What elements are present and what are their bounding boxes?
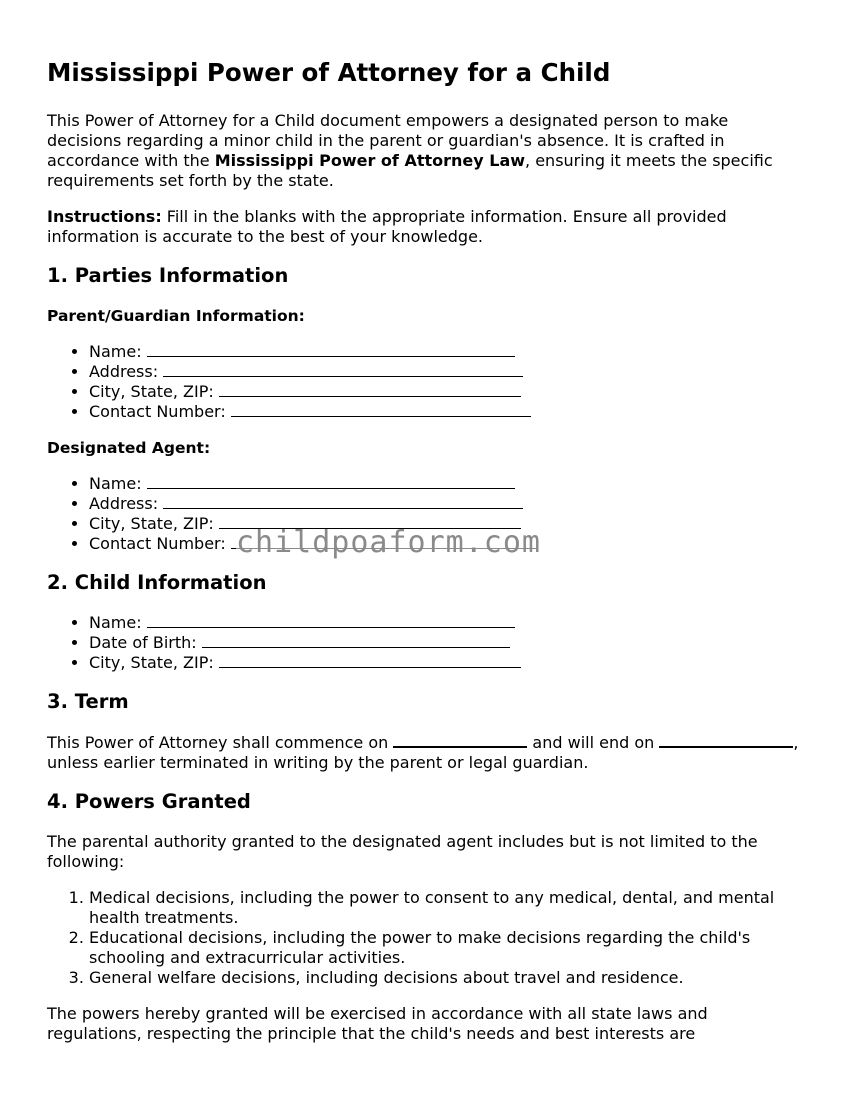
agent-name-blank[interactable] (147, 474, 515, 489)
term-text-middle: and will end on (527, 733, 660, 752)
term-text-end: , unless earlier terminated in writing by the parent or legal guardian. (47, 733, 799, 772)
list-item (89, 494, 807, 514)
parent-name-blank[interactable] (147, 342, 515, 357)
powers-intro: The parental authority granted to the designated agent includes but is not limited to the following: (47, 832, 758, 871)
watermark-strike (236, 548, 536, 549)
list-item: 2. Educational decisions, including the power to make decisions regarding the child's schooling and extracurricular activities. (89, 928, 807, 968)
watermark: childpoaform.com (236, 525, 541, 560)
list-item: 3. General welfare decisions, including decisions about travel and residence. (89, 968, 807, 988)
intro-text: This Power of Attorney for a Child document empowers a designated person to make decisions regarding a minor child in the parent or guardian's absence. It is crafted in accordance with the (47, 111, 729, 170)
list-item (89, 382, 807, 402)
list-item (89, 525, 807, 560)
field-label: City, State, ZIP: (89, 514, 214, 533)
field-label: City, State, ZIP: (89, 382, 214, 401)
field-label: Contact Number: (89, 534, 226, 553)
field-label: Name: (89, 613, 142, 632)
parent-city-blank[interactable] (219, 382, 521, 397)
intro-paragraph (47, 111, 807, 191)
parent-fields-list (47, 342, 807, 422)
powers-closing: The powers hereby granted will be exercised in accordance with all state laws and regulations, respecting the principle that the child's needs and best interests are (47, 1004, 708, 1043)
list-item (89, 613, 807, 633)
term-text-start: This Power of Attorney shall commence on (47, 733, 394, 752)
field-label: Address: (89, 494, 159, 513)
field-label: Contact Number: (89, 402, 226, 421)
list-item (89, 653, 807, 673)
field-label: Name: (89, 342, 142, 361)
agent-contact-blank[interactable] (231, 534, 531, 549)
list-item (89, 342, 807, 362)
parent-contact-blank[interactable] (231, 402, 531, 417)
child-fields-list (47, 613, 807, 673)
section-parties-heading: 1. Parties Information (47, 264, 289, 287)
agent-address-blank[interactable] (163, 494, 523, 509)
intro-law-name: Mississippi Power of Attorney Law (214, 151, 526, 170)
list-item (89, 633, 807, 653)
list-item (89, 402, 807, 422)
term-paragraph (47, 732, 807, 773)
field-label: Date of Birth: (89, 633, 197, 652)
instructions-label: Instructions: (47, 207, 162, 226)
list-item: 1. Medical decisions, including the power to consent to any medical, dental, and mental health treatments. (89, 888, 807, 928)
term-start-date-blank[interactable] (393, 732, 527, 748)
parent-guardian-heading: Parent/Guardian Information: (47, 307, 305, 325)
child-city-blank[interactable] (219, 653, 521, 668)
list-item (89, 362, 807, 382)
list-item (89, 514, 807, 534)
document-page (47, 57, 807, 1060)
field-label: Name: (89, 474, 142, 493)
field-label: City, State, ZIP: (89, 653, 214, 672)
document-title: Mississippi Power of Attorney for a Child (47, 58, 611, 87)
instructions-paragraph (47, 207, 807, 247)
powers-list (47, 888, 807, 988)
section-term-heading: 3. Term (47, 690, 129, 713)
term-end-date-blank[interactable] (659, 732, 793, 748)
child-name-blank[interactable] (147, 613, 515, 628)
field-label: Address: (89, 362, 159, 381)
agent-city-blank[interactable] (219, 514, 521, 529)
list-item (89, 474, 807, 494)
intro-text-end: , ensuring it meets the specific requirements set forth by the state. (47, 151, 773, 190)
parent-address-blank[interactable] (163, 362, 523, 377)
child-dob-blank[interactable] (202, 633, 510, 648)
instructions-text: Fill in the blanks with the appropriate information. Ensure all provided information is accurate to the best of your knowledge. (47, 207, 727, 246)
designated-agent-heading: Designated Agent: (47, 439, 211, 457)
section-powers-heading: 4. Powers Granted (47, 790, 251, 813)
agent-fields-list (47, 474, 807, 560)
section-child-heading: 2. Child Information (47, 571, 267, 594)
